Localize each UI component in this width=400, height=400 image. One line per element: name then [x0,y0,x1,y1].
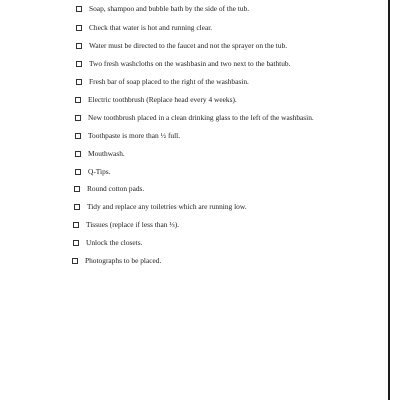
checkbox-icon [72,258,78,264]
page-edge-shadow [388,0,390,400]
item-text: Round cotton pads. [87,184,145,193]
item-text: Soap, shampoo and bubble bath by the side of the tub. [89,4,250,13]
item-text: Toothpaste is more than ½ full. [88,131,181,140]
list-item [76,23,212,32]
list-item [76,59,290,68]
item-text: Tidy and replace any toiletries which are running low. [87,202,247,211]
item-text: Check that water is hot and running clear. [89,23,213,32]
list-item [75,95,237,104]
list-item [76,77,249,86]
item-text: Unlock the closets. [86,238,143,247]
item-text: Two fresh washcloths on the washbasin and two next to the bathtub. [89,59,291,68]
item-text: Photographs to be placed. [85,256,162,265]
list-item [75,131,180,140]
list-item [75,113,314,122]
item-text: Q-Tips. [88,167,111,176]
item-text: Mouthwash. [88,149,125,158]
checkbox-icon [76,61,82,67]
checkbox-icon [75,151,81,157]
list-item [75,149,125,158]
checkbox-icon [74,204,80,210]
item-text: Fresh bar of soap placed to the right of the washbasin. [89,77,249,86]
checkbox-icon [76,43,82,49]
checkbox-icon [76,25,82,31]
checkbox-icon [74,186,80,192]
checkbox-icon [75,97,81,103]
item-text: New toothbrush placed in a clean drinking glass to the left of the washbasin. [88,113,314,122]
list-item [76,41,287,50]
checkbox-icon [76,6,82,12]
checkbox-icon [75,169,81,175]
list-item [74,184,144,193]
checkbox-icon [75,133,81,139]
checkbox-icon [73,240,79,246]
checkbox-icon [73,222,79,228]
item-text: Tissues (replace if less than ⅓). [86,220,180,229]
list-item [72,256,161,265]
item-text: Water must be directed to the faucet and not the sprayer on the tub. [89,41,288,50]
list-item [73,238,142,247]
item-text: Electric toothbrush (Replace head every 4 weeks). [88,95,237,104]
checkbox-icon [75,115,81,121]
list-item [75,167,111,176]
checkbox-icon [76,79,82,85]
list-item [74,202,247,211]
list-item [73,220,179,229]
list-item [76,4,249,13]
